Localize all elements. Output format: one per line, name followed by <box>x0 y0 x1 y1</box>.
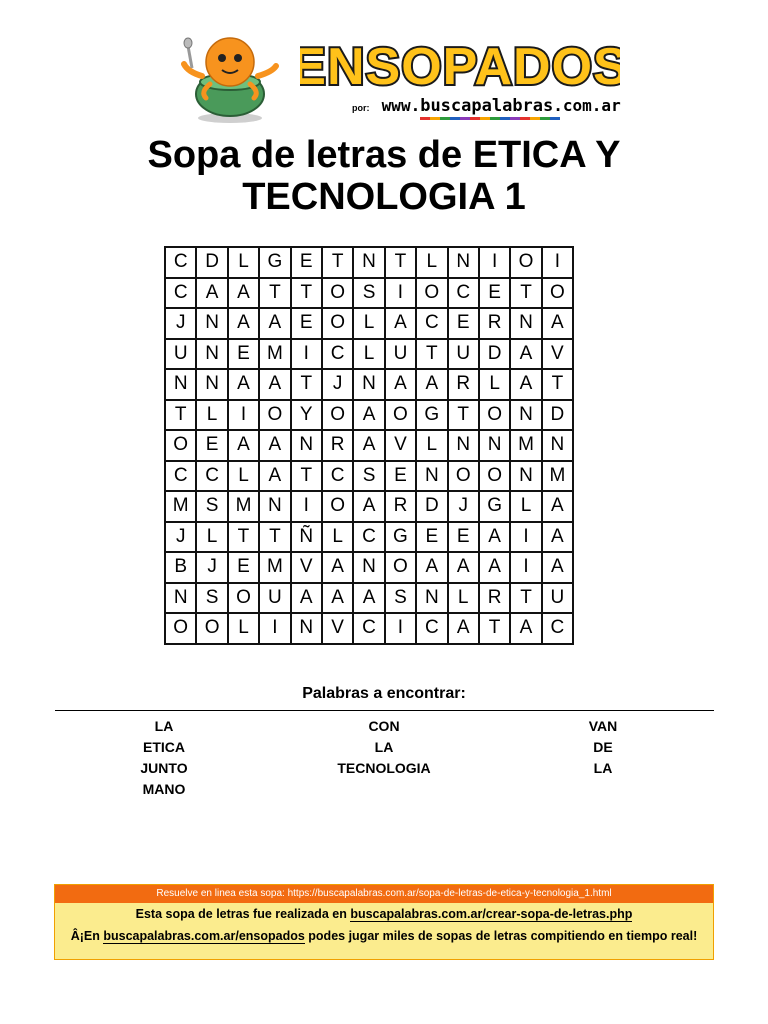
grid-cell: M <box>259 552 290 583</box>
grid-cell: I <box>510 552 541 583</box>
grid-cell: T <box>510 583 541 614</box>
grid-cell: L <box>448 583 479 614</box>
grid-cell: A <box>196 278 227 309</box>
online-link-bar[interactable]: Resuelve en linea esta sopa: https://buscapalabras.com.ar/sopa-de-letras-de-etica-y-tecnologia_1.html <box>55 885 713 903</box>
grid-cell: A <box>291 583 322 614</box>
grid-cell: T <box>448 400 479 431</box>
grid-cell: C <box>165 461 196 492</box>
create-link[interactable]: buscapalabras.com.ar/crear-sopa-de-letras.php <box>350 907 633 921</box>
grid-cell: Ñ <box>291 522 322 553</box>
grid-cell: I <box>228 400 259 431</box>
grid-cell: N <box>510 461 541 492</box>
grid-cell: S <box>196 491 227 522</box>
grid-cell: L <box>353 308 384 339</box>
grid-cell: N <box>165 583 196 614</box>
grid-cell: A <box>385 369 416 400</box>
grid-cell: N <box>353 552 384 583</box>
grid-cell: T <box>228 522 259 553</box>
grid-cell: A <box>259 308 290 339</box>
page-title <box>0 134 768 218</box>
grid-cell: D <box>542 400 573 431</box>
rainbow-underline <box>420 117 560 120</box>
grid-cell: O <box>322 491 353 522</box>
grid-cell: D <box>196 247 227 278</box>
grid-cell: L <box>510 491 541 522</box>
grid-cell: L <box>228 247 259 278</box>
grid-cell: T <box>542 369 573 400</box>
grid-cell: I <box>385 613 416 644</box>
grid-cell: N <box>196 308 227 339</box>
grid-cell: A <box>542 552 573 583</box>
grid-cell: A <box>416 552 447 583</box>
grid-cell: L <box>416 247 447 278</box>
grid-cell: O <box>385 552 416 583</box>
header <box>0 28 768 124</box>
grid-cell: A <box>510 369 541 400</box>
grid-cell: A <box>228 308 259 339</box>
grid-cell: G <box>479 491 510 522</box>
grid-cell: A <box>448 552 479 583</box>
word-item: MANO <box>142 781 186 797</box>
grid-cell: M <box>165 491 196 522</box>
title-line-2: TECNOLOGIA 1 <box>242 176 526 218</box>
divider <box>55 710 714 711</box>
footer-line-2 <box>55 925 713 947</box>
grid-cell: V <box>291 552 322 583</box>
word-column-3 <box>553 716 653 779</box>
grid-cell: T <box>259 278 290 309</box>
grid-cell: O <box>479 461 510 492</box>
grid-cell: A <box>353 583 384 614</box>
grid-row <box>165 339 573 370</box>
grid-cell: A <box>228 369 259 400</box>
grid-cell: C <box>165 278 196 309</box>
footer-line-2-pre: Â¡En <box>70 929 104 943</box>
grid-cell: A <box>542 491 573 522</box>
grid-cell: M <box>228 491 259 522</box>
grid-cell: E <box>416 522 447 553</box>
grid-cell: E <box>448 308 479 339</box>
grid-cell: T <box>416 339 447 370</box>
grid-row <box>165 278 573 309</box>
grid-cell: T <box>291 369 322 400</box>
word-item: JUNTO <box>140 760 188 776</box>
grid-cell: A <box>510 613 541 644</box>
grid-cell: A <box>542 308 573 339</box>
word-item: LA <box>154 718 174 734</box>
grid-cell: S <box>385 583 416 614</box>
grid-row <box>165 247 573 278</box>
grid-cell: R <box>479 583 510 614</box>
grid-cell: T <box>385 247 416 278</box>
letter-grid <box>164 246 574 645</box>
grid-cell: O <box>259 400 290 431</box>
grid-cell: C <box>448 278 479 309</box>
grid-cell: G <box>259 247 290 278</box>
title-line-1: Sopa de letras de ETICA Y <box>147 134 621 176</box>
grid-cell: L <box>479 369 510 400</box>
grid-cell: O <box>542 278 573 309</box>
grid-cell: A <box>322 552 353 583</box>
word-item: LA <box>593 760 613 776</box>
grid-cell: O <box>322 278 353 309</box>
grid-cell: N <box>196 369 227 400</box>
grid-cell: E <box>448 522 479 553</box>
grid-cell: O <box>165 613 196 644</box>
grid-cell: R <box>448 369 479 400</box>
grid-cell: L <box>322 522 353 553</box>
grid-cell: S <box>196 583 227 614</box>
grid-row <box>165 613 573 644</box>
grid-cell: N <box>259 491 290 522</box>
grid-cell: C <box>353 613 384 644</box>
grid-cell: N <box>448 247 479 278</box>
grid-cell: I <box>291 491 322 522</box>
grid-cell: O <box>448 461 479 492</box>
grid-row <box>165 308 573 339</box>
grid-cell: A <box>479 522 510 553</box>
byline-site-pre: www. <box>381 96 421 115</box>
grid-cell: N <box>353 369 384 400</box>
grid-cell: O <box>479 400 510 431</box>
grid-cell: N <box>542 430 573 461</box>
spoon-icon <box>188 46 192 68</box>
grid-cell: U <box>542 583 573 614</box>
grid-cell: E <box>385 461 416 492</box>
grid-cell: A <box>510 339 541 370</box>
grid-cell: N <box>510 308 541 339</box>
grid-cell: O <box>385 400 416 431</box>
grid-cell: J <box>165 308 196 339</box>
grid-cell: N <box>416 583 447 614</box>
grid-cell: T <box>259 522 290 553</box>
grid-cell: V <box>322 613 353 644</box>
grid-cell: N <box>291 613 322 644</box>
brand-logo <box>300 34 620 98</box>
grid-cell: T <box>322 247 353 278</box>
grid-cell: D <box>479 339 510 370</box>
word-item: VAN <box>588 718 618 734</box>
grid-cell: C <box>322 461 353 492</box>
words-heading: Palabras a encontrar: <box>302 685 466 702</box>
ensopados-link[interactable]: buscapalabras.com.ar/ensopados <box>103 929 305 943</box>
grid-cell: N <box>416 461 447 492</box>
grid-cell: M <box>259 339 290 370</box>
grid-cell: A <box>259 369 290 400</box>
grid-cell: A <box>259 461 290 492</box>
grid-cell: C <box>322 339 353 370</box>
grid-cell: T <box>165 400 196 431</box>
word-item: LA <box>374 739 394 755</box>
grid-cell: L <box>196 400 227 431</box>
word-item: DE <box>593 739 613 755</box>
grid-cell: E <box>479 278 510 309</box>
byline-site[interactable] <box>382 96 621 115</box>
grid-row <box>165 583 573 614</box>
grid-cell: T <box>291 278 322 309</box>
brand-text: ENSOPADOS <box>300 38 620 96</box>
grid-cell: T <box>479 613 510 644</box>
grid-cell: U <box>165 339 196 370</box>
grid-cell: T <box>510 278 541 309</box>
grid-row <box>165 522 573 553</box>
grid-cell: A <box>353 491 384 522</box>
word-item: TECNOLOGIA <box>337 760 431 776</box>
grid-cell: A <box>542 522 573 553</box>
grid-cell: S <box>353 278 384 309</box>
grid-cell: O <box>322 308 353 339</box>
grid-cell: R <box>385 491 416 522</box>
grid-cell: G <box>385 522 416 553</box>
grid-cell: E <box>228 339 259 370</box>
word-item: CON <box>368 718 400 734</box>
grid-cell: I <box>542 247 573 278</box>
word-column-1 <box>114 716 214 800</box>
grid-cell: N <box>353 247 384 278</box>
grid-cell: C <box>416 308 447 339</box>
grid-cell: N <box>196 339 227 370</box>
grid-cell: C <box>542 613 573 644</box>
footer-line-1-text: Esta sopa de letras fue realizada en <box>135 907 351 921</box>
grid-cell: U <box>385 339 416 370</box>
grid-cell: A <box>416 369 447 400</box>
grid-cell: I <box>510 522 541 553</box>
grid-cell: N <box>165 369 196 400</box>
grid-cell: I <box>479 247 510 278</box>
grid-cell: O <box>165 430 196 461</box>
grid-cell: U <box>259 583 290 614</box>
grid-cell: A <box>228 430 259 461</box>
footer-line-1 <box>55 903 713 925</box>
grid-cell: J <box>165 522 196 553</box>
grid-cell: D <box>416 491 447 522</box>
grid-cell: L <box>228 613 259 644</box>
grid-cell: S <box>353 461 384 492</box>
grid-cell: O <box>196 613 227 644</box>
grid-cell: A <box>259 430 290 461</box>
byline-site-post: .com.ar <box>553 96 621 115</box>
grid-cell: C <box>196 461 227 492</box>
grid-cell: I <box>385 278 416 309</box>
grid-cell: Y <box>291 400 322 431</box>
grid-cell: M <box>510 430 541 461</box>
grid-cell: N <box>479 430 510 461</box>
grid-cell: E <box>291 308 322 339</box>
grid-cell: L <box>228 461 259 492</box>
grid-cell: L <box>353 339 384 370</box>
grid-cell: J <box>322 369 353 400</box>
grid-cell: A <box>479 552 510 583</box>
grid-cell: I <box>291 339 322 370</box>
footer-box <box>54 884 714 960</box>
grid-row <box>165 552 573 583</box>
grid-cell: C <box>165 247 196 278</box>
grid-cell: N <box>510 400 541 431</box>
byline <box>352 96 621 116</box>
word-item: ETICA <box>143 739 185 755</box>
word-column-2 <box>314 716 454 779</box>
footer-line-2-post: podes jugar miles de sopas de letras compitiendo en tiempo real! <box>304 929 698 943</box>
grid-cell: E <box>228 552 259 583</box>
grid-row <box>165 491 573 522</box>
grid-cell: A <box>385 308 416 339</box>
grid-cell: C <box>353 522 384 553</box>
grid-row <box>165 369 573 400</box>
grid-cell: O <box>510 247 541 278</box>
grid-cell: A <box>448 613 479 644</box>
grid-cell: J <box>196 552 227 583</box>
grid-cell: R <box>322 430 353 461</box>
grid-cell: I <box>259 613 290 644</box>
grid-cell: U <box>448 339 479 370</box>
grid-row <box>165 461 573 492</box>
grid-cell: O <box>416 278 447 309</box>
octopus-mascot-icon <box>180 32 280 124</box>
grid-row <box>165 430 573 461</box>
grid-cell: O <box>322 400 353 431</box>
grid-cell: A <box>228 278 259 309</box>
grid-cell: O <box>228 583 259 614</box>
grid-cell: T <box>291 461 322 492</box>
grid-cell: V <box>542 339 573 370</box>
grid-row <box>165 400 573 431</box>
grid-cell: G <box>416 400 447 431</box>
grid-cell: L <box>196 522 227 553</box>
grid-cell: N <box>448 430 479 461</box>
grid-cell: A <box>322 583 353 614</box>
grid-cell: A <box>353 400 384 431</box>
grid-cell: A <box>353 430 384 461</box>
grid-cell: M <box>542 461 573 492</box>
grid-cell: N <box>291 430 322 461</box>
grid-cell: B <box>165 552 196 583</box>
grid-cell: E <box>196 430 227 461</box>
grid-cell: E <box>291 247 322 278</box>
grid-cell: J <box>448 491 479 522</box>
grid-cell: C <box>416 613 447 644</box>
grid-cell: V <box>385 430 416 461</box>
grid-cell: L <box>416 430 447 461</box>
byline-prefix: por: <box>352 103 370 113</box>
grid-cell: R <box>479 308 510 339</box>
byline-site-name: buscapalabras <box>420 96 554 116</box>
